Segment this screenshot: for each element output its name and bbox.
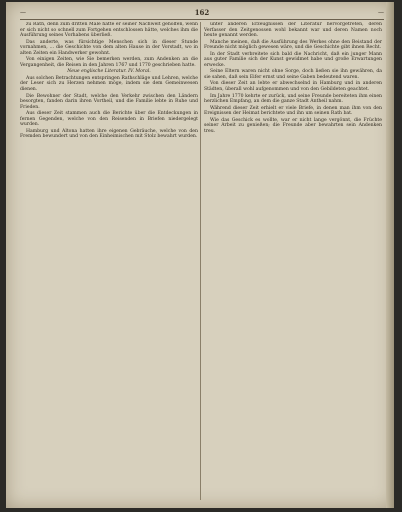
paragraph: Hamburg und Altona hatten ihre eigenen Gebräuche, welche von den Fremden bewundert und von den Einheimischen mit Stolz bewahrt wurden. bbox=[20, 128, 198, 140]
page-header bbox=[20, 6, 384, 18]
newspaper-page bbox=[6, 2, 394, 508]
page-number: 162 bbox=[194, 7, 210, 17]
paragraph: unter anderen Erzeugnissen der Literatur hervorgetreten, deren Verfasser den Zeitgenossen wohl bekannt war und deren Namen noch heute genannt werden. bbox=[204, 22, 382, 39]
paragraph: Von dieser Zeit an lebte er abwechselnd in Hamburg und in anderen Städten, überall wohl aufgenommen und von den Gebildeten geachtet. bbox=[204, 81, 382, 93]
paragraph: Von einigen Zeiten, wie Sie bemerken werden, zum Andenken an die Vergangenheit, die Reisen in den Jahren 1767 und 1770 geschrieben hatte. bbox=[20, 57, 198, 68]
paragraph: zu Rath, denn zum dritten Male hätte er seiner Nachwelt geholfen, wenn er sich nicht so schnell zum Fortgehen entschlossen hätte, welches ihm die Ausführung seines Vorhabens überließ. bbox=[20, 22, 198, 39]
right-column bbox=[204, 22, 382, 502]
section-heading: Neue englische Literatur. IV. Moral. bbox=[67, 69, 151, 75]
paragraph: Aus dieser Zeit stammen auch die Berichte über die Entdeckungen in fernen Gegenden, welche von den Reisenden in Briefen niedergelegt wurden. bbox=[20, 111, 198, 128]
paragraph: Wie das Geschick es wollte, war er nicht lange vergönnt, die Früchte seiner Arbeit zu genießen; die Freunde aber bewahrten sein Andenken treu. bbox=[204, 117, 382, 134]
page-edge-shadow bbox=[386, 2, 394, 508]
column-divider bbox=[200, 22, 201, 500]
paragraph: Die Bewohner der Stadt, welche den Verkehr zwischen den Ländern besorgten, fanden darin ihren Vortheil, und die Familie lebte in Ruhe und Frieden. bbox=[20, 93, 198, 110]
header-rule bbox=[20, 19, 384, 20]
paragraph: Im Jahre 1770 kehrte er zurück, und seine Freunde bereiteten ihm einen herzlichen Empfang, an dem die ganze Stadt Antheil nahm. bbox=[204, 93, 382, 105]
header-mark-left: — bbox=[20, 8, 26, 16]
paragraph: Aus solchen Betrachtungen entspringen Rathschläge und Lehren, welche der Leser sich zu Herzen nehmen möge, indem sie dem Gemeinwesen dienen. bbox=[20, 75, 198, 93]
paragraph: Das anderte, was fürsichtige Menschen sich in dieser Stunde vornahmen, ... die Geschichte von dem alten Hause in der Vorstadt, wo in alten Zeiten ein Handwerker gewohnt. bbox=[20, 39, 198, 56]
paragraph: In der Stadt verbreitete sich bald die Nachricht, daß ein junger Mann aus guter Familie sich der Kunst gewidmet habe und große Erwartungen erwecke. bbox=[204, 51, 382, 68]
paragraph: Während dieser Zeit erhielt er viele Briefe, in denen man ihm von den Ereignissen der Heimat berichtete und ihn um seinen Rath bat. bbox=[204, 105, 382, 117]
paragraph: Seine Eltern waren nicht ohne Sorge, doch ließen sie ihn gewähren, da sie sahen, daß sein Eifer ernst und seine Gaben bedeutend waren. bbox=[204, 69, 382, 80]
left-column bbox=[20, 22, 198, 502]
paragraph: Manche meinen, daß die Ausführung des Werkes ohne den Beistand der Freunde nicht möglich gewesen wäre, und die Geschichte gibt ihnen Recht. bbox=[204, 39, 382, 51]
header-mark-right: — bbox=[378, 8, 384, 16]
